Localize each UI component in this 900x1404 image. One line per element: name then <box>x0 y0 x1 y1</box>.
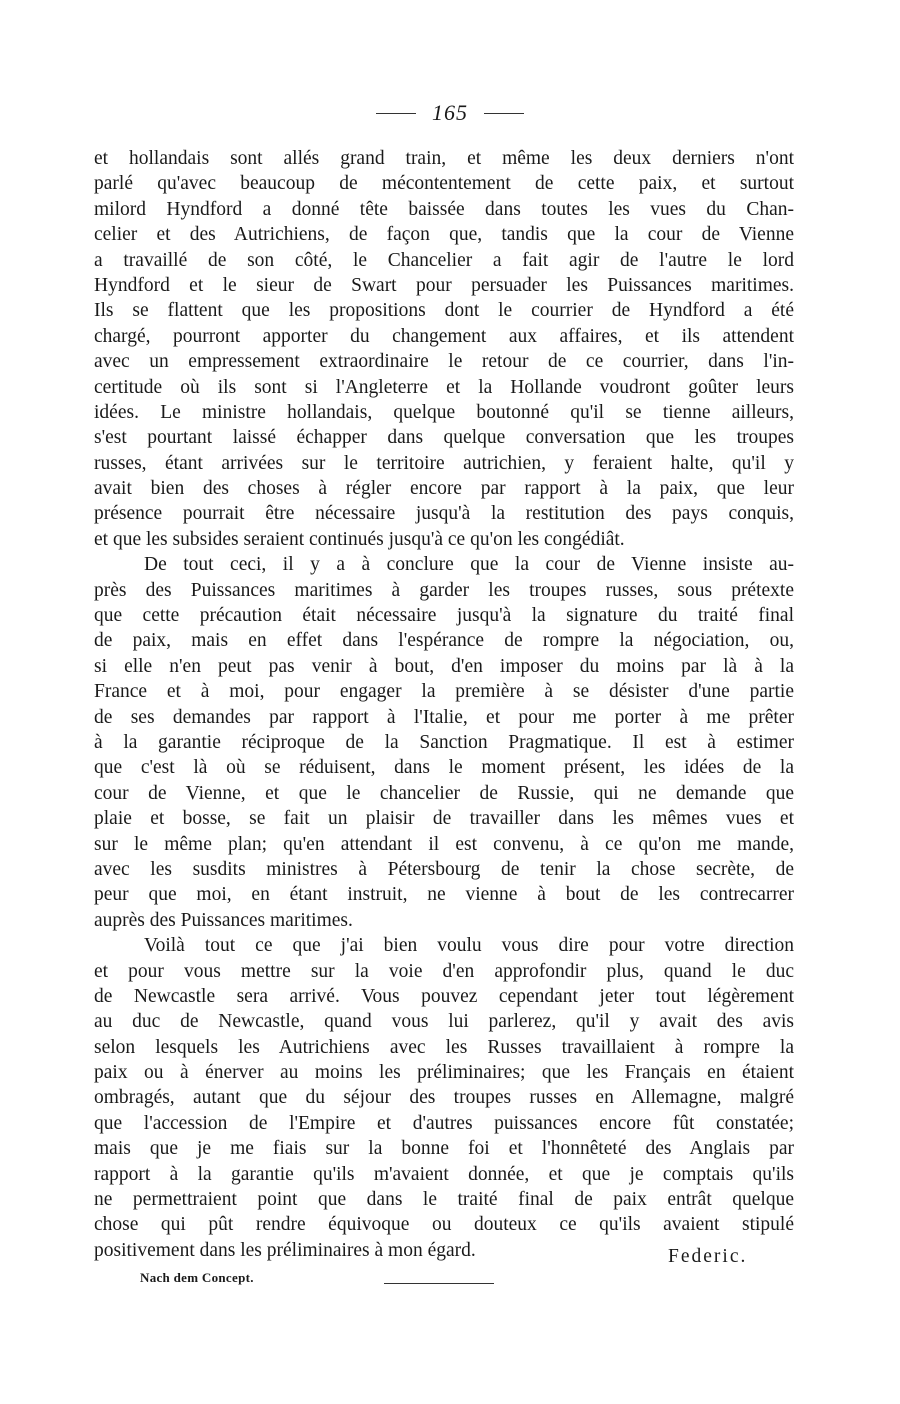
text-line: sur le même plan; qu'en attendant il est convenu, à ce qu'on me mande, <box>94 833 794 855</box>
text-line: certitude où ils sont si l'Angleterre et la Hollande voudront goûter leurs <box>94 376 794 398</box>
text-line: présence pourrait être nécessaire jusqu'à la restitution des pays conquis, <box>94 503 794 525</box>
text-line: milord Hyndford a donné tête baissée dans toutes les vues du Chan- <box>94 198 794 220</box>
text-line: paix ou à énerver au moins les préliminaires; que les Français en étaient <box>94 1062 794 1084</box>
text-line: avec un empressement extraordinaire le retour de ce courrier, dans l'in- <box>94 351 794 373</box>
text-line: près des Puissances maritimes à garder les troupes russes, sous prétexte <box>94 579 794 601</box>
text-line: de paix, mais en effet dans l'espérance de rompre la négociation, ou, <box>94 630 794 652</box>
text-line: Ils se flattent que les propositions dont le courrier de Hyndford a été <box>94 300 794 322</box>
text-line: auprès des Puissances maritimes. <box>94 909 353 931</box>
text-line: russes, étant arrivées sur le territoire autrichien, y feraient halte, qu'il y <box>94 452 794 474</box>
end-rule <box>384 1283 494 1284</box>
text-line: ne permettraient point que dans le traité final de paix entrât quelque <box>94 1189 794 1211</box>
text-line: selon lesquels les Autrichiens avec les Russes travaillaient à rompre la <box>94 1036 794 1058</box>
header-left-dash <box>376 113 416 114</box>
text-line: si elle n'en peut pas venir à bout, d'en imposer du moins par là à la <box>94 655 794 677</box>
text-line: chargé, pourront apporter du changement aux affaires, et ils attendent <box>94 325 794 347</box>
text-line: De tout ceci, il y a à conclure que la cour de Vienne insiste au- <box>144 554 794 576</box>
letter-body <box>94 146 794 1263</box>
page-number: 165 <box>432 100 468 125</box>
text-line: que l'accession de l'Empire et d'autres puissances encore fût constatée; <box>94 1112 794 1134</box>
text-line: plaie et bosse, se fait un plaisir de travailler dans les mêmes vues et <box>94 808 794 830</box>
header-right-dash <box>484 113 524 114</box>
signature: Federic. <box>668 1246 748 1267</box>
text-line: a travaillé de son côté, le Chancelier a fait agir de l'autre le lord <box>94 249 794 271</box>
text-line: avait bien des choses à régler encore par rapport à la paix, que leur <box>94 478 794 500</box>
text-line: France et à moi, pour engager la première à se désister d'une partie <box>94 681 794 703</box>
source-note: Nach dem Concept. <box>140 1270 254 1285</box>
text-line: celier et des Autrichiens, de façon que, tandis que la cour de Vienne <box>94 224 794 246</box>
text-line: et pour vous mettre sur la voie d'en approfondir plus, quand le duc <box>94 960 794 982</box>
text-line: de Newcastle sera arrivé. Vous pouvez cependant jeter tout légèrement <box>94 985 794 1007</box>
text-line: positivement dans les préliminaires à mon égard. <box>94 1239 476 1261</box>
text-line: et hollandais sont allés grand train, et même les deux derniers n'ont <box>94 148 794 169</box>
text-line: cour de Vienne, et que le chancelier de Russie, qui ne demande que <box>94 782 794 804</box>
text-line: avec les susdits ministres à Pétersbourg de tenir la chose secrète, de <box>94 858 794 880</box>
text-line: rapport à la garantie qu'ils m'avaient donnée, et que je comptais qu'ils <box>94 1163 794 1185</box>
text-line: parlé qu'avec beaucoup de mécontentement de cette paix, et surtout <box>94 173 794 195</box>
text-line: et que les subsides seraient continués jusqu'à ce qu'on les congédiât. <box>94 528 625 550</box>
text-line: idées. Le ministre hollandais, quelque boutonné qu'il se tienne ailleurs, <box>94 401 794 423</box>
text-line: s'est pourtant laissé échapper dans quelque conversation que les troupes <box>94 427 794 449</box>
text-line: que c'est là où se réduisent, dans le moment présent, les idées de la <box>94 757 794 779</box>
text-line: ombragés, autant que du séjour des troupes russes en Allemagne, malgré <box>94 1087 794 1109</box>
text-line: Voilà tout ce que j'ai bien voulu vous dire pour votre direction <box>144 935 794 957</box>
text-line: que cette précaution était nécessaire jusqu'à la signature du traité final <box>94 605 794 627</box>
text-line: mais que je me fiais sur la bonne foi et l'honnêteté des Anglais par <box>94 1138 794 1160</box>
text-line: de ses demandes par rapport à l'Italie, et pour me porter à me prêter <box>94 706 794 728</box>
text-line: peur que moi, en étant instruit, ne vienne à bout de les contrecarrer <box>94 884 794 906</box>
text-line: Hyndford et le sieur de Swart pour persuader les Puissances maritimes. <box>94 274 794 296</box>
text-line: à la garantie réciproque de la Sanction Pragmatique. Il est à estimer <box>94 731 794 753</box>
text-line: chose qui pût rendre équivoque ou douteux ce qu'ils avaient stipulé <box>94 1214 794 1236</box>
page-header <box>0 100 900 126</box>
text-line: au duc de Newcastle, quand vous lui parlerez, qu'il y avait des avis <box>94 1011 794 1033</box>
